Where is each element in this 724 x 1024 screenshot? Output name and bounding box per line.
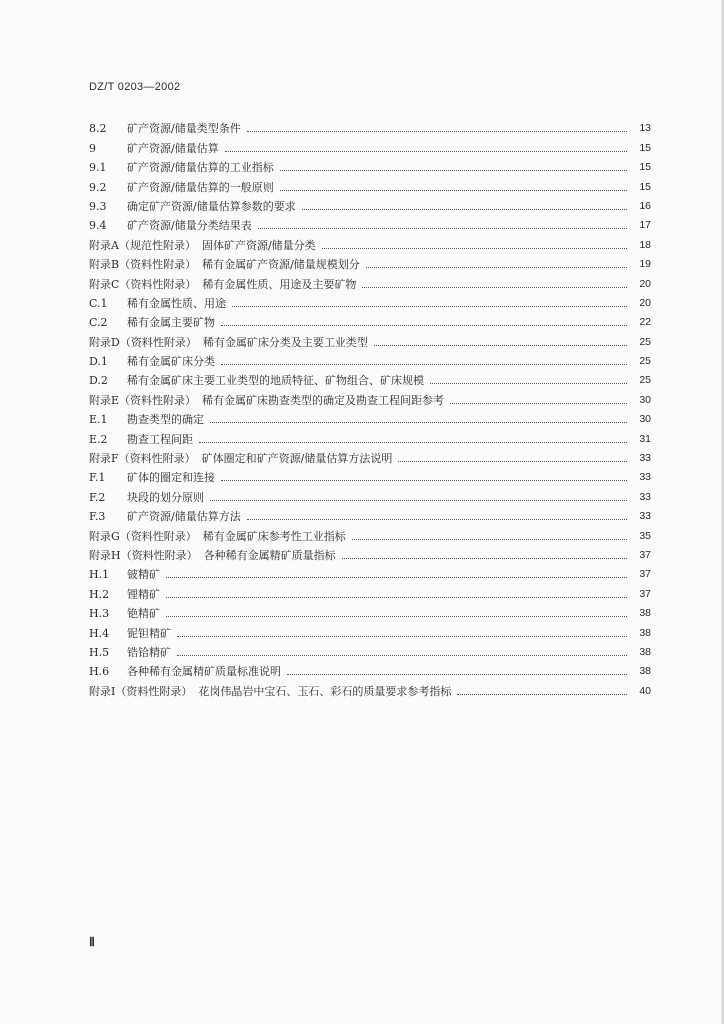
toc-entry[interactable]	[89, 252, 651, 271]
toc-entry-title: 稀有金属矿床分类	[127, 355, 215, 369]
toc-dot-leader	[362, 287, 627, 288]
toc-entry-number: H.4	[89, 626, 110, 640]
toc-entry[interactable]	[89, 523, 651, 542]
toc-entry-page: 37	[639, 587, 651, 600]
standard-code-header: DZ/T 0203—2002	[89, 81, 181, 93]
toc-entry-title: 矿产资源/储量估算的一般原则	[127, 180, 274, 194]
toc-dot-leader	[232, 306, 627, 307]
toc-entry-page: 38	[639, 645, 651, 658]
toc-entry[interactable]	[89, 465, 651, 484]
toc-entry-number: 8.2	[89, 122, 107, 136]
toc-entry-number: 附录E（资料性附录）	[89, 393, 197, 407]
toc-entry[interactable]	[89, 271, 651, 290]
toc-entry[interactable]	[89, 562, 651, 581]
toc-entry-title: 矿产资源/储量类型条件	[127, 122, 241, 136]
toc-dot-leader	[221, 364, 627, 365]
toc-entry-number: 9.3	[89, 199, 107, 213]
toc-entry-title: 稀有金属矿床勘查类型的确定及勘查工程间距参考	[202, 393, 445, 407]
toc-dot-leader	[366, 267, 627, 268]
toc-entry-number: 9	[89, 141, 96, 155]
toc-entry-title: 稀有金属主要矿物	[127, 316, 215, 330]
toc-entry-title: 矿产资源/储量估算	[127, 141, 219, 155]
toc-entry[interactable]	[89, 659, 651, 678]
toc-dot-leader	[166, 577, 627, 578]
toc-dot-leader	[258, 228, 627, 229]
toc-entry-number: 附录B（资料性附录）	[89, 258, 197, 272]
toc-entry[interactable]	[89, 291, 651, 310]
toc-entry[interactable]	[89, 194, 651, 213]
toc-entry-title: 块段的划分原则	[127, 490, 204, 504]
toc-dot-leader	[280, 170, 627, 171]
toc-entry-title: 矿产资源/储量估算的工业指标	[127, 161, 274, 175]
toc-entry-number: H.6	[89, 665, 110, 679]
toc-entry-title: 确定矿产资源/储量估算参数的要求	[127, 199, 296, 213]
toc-entry[interactable]	[89, 640, 651, 659]
toc-entry-title: 锂精矿	[127, 587, 160, 601]
toc-entry[interactable]	[89, 426, 651, 445]
toc-dot-leader	[210, 422, 627, 423]
toc-entry-page: 22	[639, 316, 651, 329]
toc-entry-title: 铍精矿	[127, 568, 160, 582]
toc-dot-leader	[210, 500, 627, 501]
toc-dot-leader	[398, 461, 627, 462]
toc-entry-page: 17	[639, 219, 651, 232]
toc-entry-page: 31	[639, 432, 651, 445]
toc-entry-number: F.1	[89, 471, 106, 485]
toc-entry-number: 9.1	[89, 161, 107, 175]
toc-entry-title: 矿体圈定和矿产资源/储量估算方法说明	[201, 452, 393, 466]
toc-entry-number: 9.4	[89, 219, 107, 233]
toc-entry-number: 附录F（资料性附录）	[89, 452, 196, 466]
toc-entry-page: 20	[639, 277, 651, 290]
toc-dot-leader	[280, 190, 627, 191]
toc-entry[interactable]	[89, 155, 651, 174]
toc-entry[interactable]	[89, 368, 651, 387]
toc-entry-title: 勘查类型的确定	[127, 413, 204, 427]
toc-entry-number: 9.2	[89, 180, 107, 194]
toc-entry-number: 附录A（规范性附录）	[89, 238, 196, 252]
toc-entry-title: 矿体的圈定和连接	[127, 471, 215, 485]
toc-dot-leader	[166, 616, 627, 617]
toc-entry[interactable]	[89, 387, 651, 406]
toc-entry-number: 附录C（资料性附录）	[89, 277, 197, 291]
toc-entry[interactable]	[89, 329, 651, 348]
toc-entry[interactable]	[89, 504, 651, 523]
toc-entry-number: 附录G（资料性附录）	[89, 529, 197, 543]
toc-entry-page: 38	[639, 665, 651, 678]
toc-entry-number: 附录H（资料性附录）	[89, 548, 198, 562]
toc-entry-page: 33	[639, 490, 651, 503]
toc-entry-number: H.5	[89, 645, 110, 659]
toc-entry-page: 15	[639, 141, 651, 154]
toc-entry-page: 20	[639, 296, 651, 309]
table-of-contents	[89, 116, 651, 698]
toc-entry-title: 矿产资源/储量估算方法	[127, 510, 241, 524]
toc-entry[interactable]	[89, 446, 651, 465]
toc-dot-leader	[457, 694, 627, 695]
toc-entry-page: 25	[639, 355, 651, 368]
toc-entry-page: 38	[639, 626, 651, 639]
toc-entry-number: H.3	[89, 607, 110, 621]
toc-entry-page: 37	[639, 568, 651, 581]
toc-dot-leader	[450, 403, 627, 404]
toc-entry[interactable]	[89, 135, 651, 154]
toc-entry-number: D.2	[89, 374, 108, 388]
toc-entry-page: 25	[639, 335, 651, 348]
toc-dot-leader	[225, 151, 627, 152]
toc-entry-number: E.2	[89, 432, 108, 446]
toc-entry-page: 33	[639, 471, 651, 484]
toc-entry-page: 38	[639, 607, 651, 620]
toc-entry-number: C.1	[89, 296, 108, 310]
toc-dot-leader	[302, 209, 627, 210]
toc-entry-number: F.2	[89, 490, 106, 504]
toc-entry-number: E.1	[89, 413, 108, 427]
toc-entry-page: 33	[639, 510, 651, 523]
toc-entry[interactable]	[89, 678, 651, 697]
toc-dot-leader	[221, 480, 627, 481]
toc-entry[interactable]	[89, 310, 651, 329]
toc-entry-page: 19	[639, 258, 651, 271]
toc-dot-leader	[199, 442, 627, 443]
toc-entry[interactable]	[89, 620, 651, 639]
toc-entry-page: 40	[639, 684, 651, 697]
toc-dot-leader	[287, 674, 627, 675]
toc-entry[interactable]	[89, 601, 651, 620]
toc-dot-leader	[374, 345, 627, 346]
toc-entry[interactable]	[89, 349, 651, 368]
toc-entry-title: 稀有金属性质、用途及主要矿物	[202, 277, 357, 291]
toc-entry-title: 勘查工程间距	[127, 432, 193, 446]
toc-entry-title: 各种稀有金属精矿质量标准说明	[127, 665, 281, 679]
toc-entry-page: 15	[639, 161, 651, 174]
toc-dot-leader	[352, 539, 627, 540]
toc-entry-title: 稀有金属矿产资源/储量规模划分	[202, 258, 360, 272]
toc-dot-leader	[166, 597, 627, 598]
toc-dot-leader	[322, 248, 627, 249]
toc-dot-leader	[221, 325, 627, 326]
toc-entry-page: 33	[639, 452, 651, 465]
toc-entry-title: 铌钽精矿	[127, 626, 171, 640]
toc-dot-leader	[430, 383, 627, 384]
toc-entry-title: 稀有金属性质、用途	[127, 296, 226, 310]
toc-dot-leader	[177, 636, 627, 637]
toc-entry-page: 18	[639, 238, 651, 251]
toc-dot-leader	[247, 519, 627, 520]
toc-dot-leader	[177, 655, 627, 656]
toc-entry[interactable]	[89, 174, 651, 193]
toc-dot-leader	[247, 131, 627, 132]
toc-entry-title: 稀有金属矿床参考性工业指标	[202, 529, 346, 543]
toc-entry-title: 各种稀有金属精矿质量指标	[203, 548, 336, 562]
toc-entry-page: 30	[639, 393, 651, 406]
toc-entry-number: 附录I（资料性附录）	[89, 684, 193, 698]
toc-entry[interactable]	[89, 213, 651, 232]
toc-entry-title: 锆铪精矿	[127, 645, 171, 659]
toc-entry-number: C.2	[89, 316, 108, 330]
toc-entry-title: 固体矿产资源/储量分类	[201, 238, 316, 252]
toc-entry-title: 铯精矿	[127, 607, 160, 621]
toc-entry-number: F.3	[89, 510, 106, 524]
toc-entry-page: 16	[639, 199, 651, 212]
toc-entry[interactable]	[89, 232, 651, 251]
toc-entry-number: H.2	[89, 587, 110, 601]
toc-entry-number: 附录D（资料性附录）	[89, 335, 197, 349]
toc-entry[interactable]	[89, 581, 651, 600]
toc-entry-page: 25	[639, 374, 651, 387]
toc-entry[interactable]	[89, 484, 651, 503]
toc-entry[interactable]	[89, 116, 651, 135]
toc-entry-number: D.1	[89, 355, 108, 369]
page-number: Ⅱ	[89, 935, 95, 949]
toc-entry[interactable]	[89, 407, 651, 426]
toc-entry-page: 30	[639, 413, 651, 426]
toc-entry-title: 稀有金属矿床主要工业类型的地质特征、矿物组合、矿床规模	[127, 374, 424, 388]
toc-entry-page: 35	[639, 529, 651, 542]
toc-entry-number: H.1	[89, 568, 110, 582]
toc-entry-title: 花岗伟晶岩中宝石、玉石、彩石的质量要求参考指标	[198, 684, 452, 698]
toc-entry-page: 15	[639, 180, 651, 193]
toc-entry-title: 矿产资源/储量分类结果表	[127, 219, 252, 233]
toc-dot-leader	[342, 558, 627, 559]
toc-entry[interactable]	[89, 543, 651, 562]
toc-entry-page: 37	[639, 548, 651, 561]
toc-entry-page: 13	[639, 122, 651, 135]
toc-entry-title: 稀有金属矿床分类及主要工业类型	[202, 335, 368, 349]
